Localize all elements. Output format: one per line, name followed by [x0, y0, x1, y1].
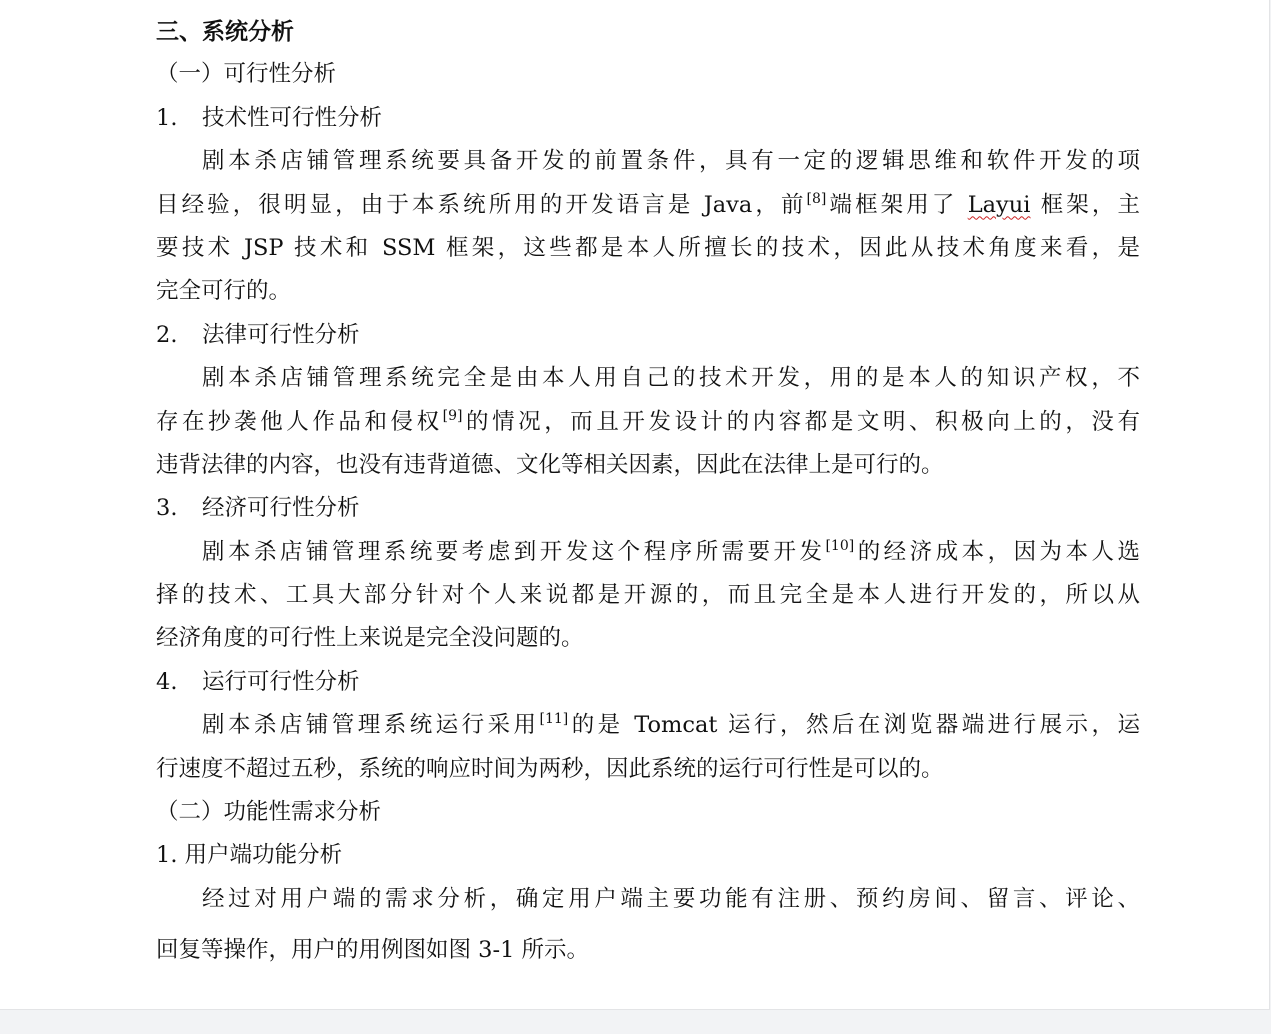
item-title: 技术性可行性分析 [202, 104, 383, 131]
paragraph-line: 剧本杀店铺管理系统完全是由本人用自己的技术开发，用的是本人的知识产权，不 [202, 365, 1140, 392]
item-number: 4. [156, 668, 178, 695]
paragraph-line [156, 704, 1140, 747]
document-body [156, 10, 1140, 969]
text-run: 框架，主 [1030, 191, 1140, 218]
item-title: 经济可行性分析 [202, 495, 360, 522]
item-number: 2. [156, 321, 178, 348]
item-heading-legal [156, 314, 1140, 357]
item-number: 1. [156, 104, 178, 131]
subsection-heading-feasibility: （一）可行性分析 [156, 61, 337, 88]
citation-ref: [9] [442, 407, 463, 424]
text-run: 存在抄袭他人作品和侵权 [156, 408, 443, 435]
citation-ref: [11] [539, 711, 569, 728]
paragraph-line: 要技术 JSP 技术和 SSM 框架，这些都是本人所擅长的技术，因此从技术角度来看，是 [156, 234, 1140, 261]
item-number: 3. [156, 495, 178, 522]
item-heading-economic [156, 487, 1140, 530]
text-run: 剧本杀店铺管理系统要考虑到开发这个程序所需要开发 [202, 538, 826, 565]
paragraph-line: 经济角度的可行性上来说是完全没问题的。 [156, 625, 584, 652]
item-heading-technical [156, 97, 1140, 140]
paragraph-line: 经过对用户端的需求分析，确定用户端主要功能有注册、预约房间、留言、评论、 [202, 885, 1140, 912]
text-run: 的情况，而且开发设计的内容都是文明、积极向上的，没有 [462, 408, 1140, 435]
paragraph-line: 违背法律的内容，也没有违背道德、文化等相关因素，因此在法律上是可行的。 [156, 451, 944, 478]
text-run: 剧本杀店铺管理系统运行采用 [202, 712, 540, 739]
paragraph-line: 完全可行的。 [156, 278, 292, 305]
paragraph-line: 行速度不超过五秒，系统的响应时间为两秒，因此系统的运行可行性是可以的。 [156, 755, 944, 782]
text-run: 的是 Tomcat 运行，然后在浏览器端进行展示，运 [568, 712, 1140, 739]
section-heading: 三、系统分析 [156, 18, 294, 45]
citation-ref: [8] [806, 190, 827, 207]
paragraph-line: 剧本杀店铺管理系统要具备开发的前置条件，具有一定的逻辑思维和软件开发的项 [202, 148, 1140, 175]
spellcheck-word: Layui [967, 191, 1031, 218]
text-run: 的经济成本，因为本人选 [854, 538, 1140, 565]
paragraph-line [156, 401, 1140, 444]
paragraph-line: 回复等操作，用户的用例图如图 3-1 所示。 [156, 937, 590, 964]
paragraph-line [156, 531, 1140, 574]
item-title: 运行可行性分析 [202, 668, 360, 695]
text-run: 端框架用了 [826, 191, 968, 218]
subsection-heading-functional: （二）功能性需求分析 [156, 799, 382, 826]
text-run: 目经验，很明显，由于本系统所用的开发语言是 Java，前 [156, 191, 807, 218]
paragraph-line: 择的技术、工具大部分针对个人来说都是开源的，而且完全是本人进行开发的，所以从 [156, 582, 1140, 609]
paragraph-line [156, 184, 1140, 227]
item-heading-user: 1. 用户端功能分析 [156, 842, 343, 869]
item-heading-operational [156, 661, 1140, 704]
item-title: 法律可行性分析 [202, 321, 360, 348]
citation-ref: [10] [825, 537, 855, 554]
